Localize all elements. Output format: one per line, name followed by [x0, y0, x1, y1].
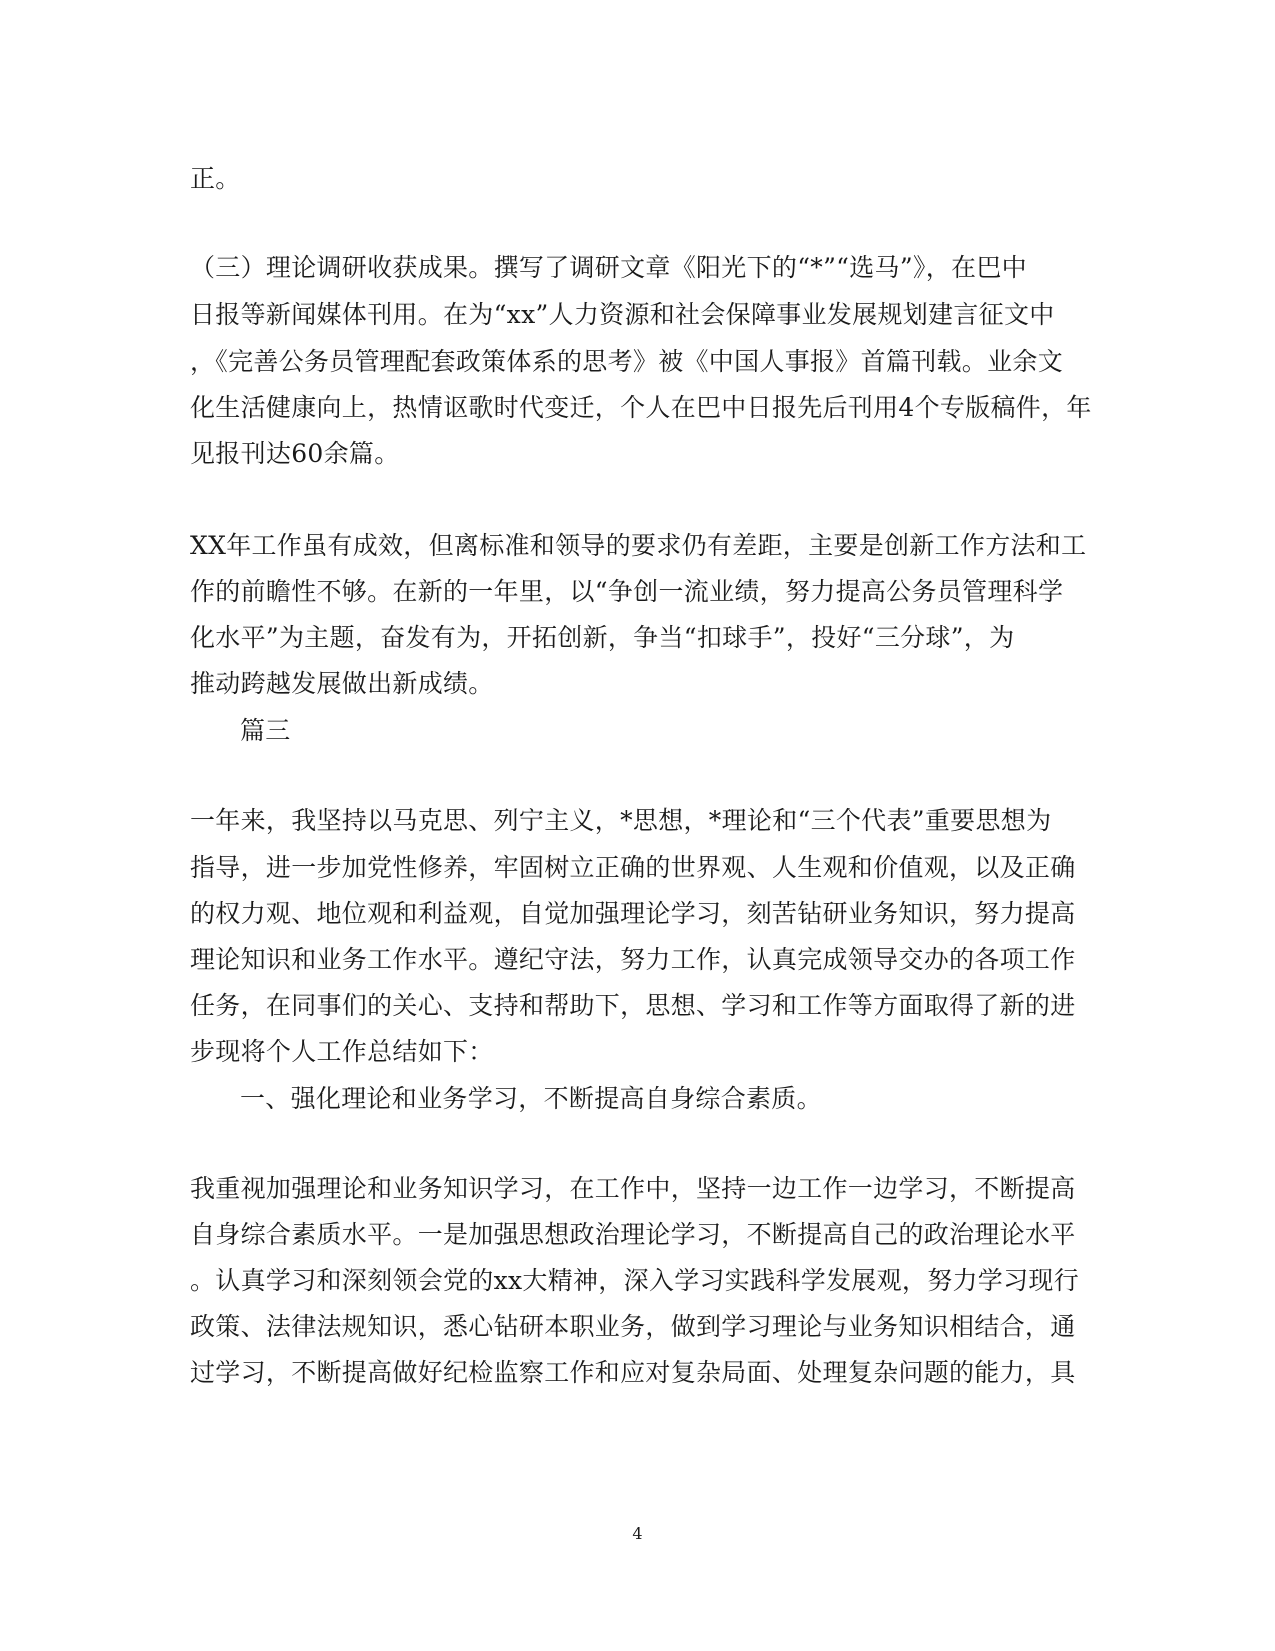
paragraph-line: 作的前瞻性不够。在新的一年里，以“争创一流业绩，努力提高公务员管理科学	[190, 577, 1064, 606]
paragraph-line: 步现将个人工作总结如下：	[190, 1037, 494, 1066]
paragraph-line: XX年工作虽有成效，但离标准和领导的要求仍有差距，主要是创新工作方法和工	[190, 531, 1087, 560]
paragraph-line: 指导，进一步加党性修养，牢固树立正确的世界观、人生观和价值观，以及正确	[190, 853, 1076, 882]
paragraph-line: 我重视加强理论和业务知识学习，在工作中，坚持一边工作一边学习，不断提高	[190, 1174, 1076, 1203]
paragraph-line: 政策、法律法规知识，悉心钻研本职业务，做到学习理论与业务知识相结合，通	[190, 1312, 1076, 1341]
paragraph-line: 理论知识和业务工作水平。遵纪守法，努力工作，认真完成领导交办的各项工作	[190, 945, 1076, 974]
paragraph-line: 推动跨越发展做出新成绩。	[190, 669, 494, 698]
paragraph-line: 化水平”为主题，奋发有为，开拓创新，争当“扣球手”，投好“三分球”，为	[190, 623, 1015, 652]
paragraph-line: 化生活健康向上，热情讴歌时代变迁，个人在巴中日报先后刊用4个专版稿件，年	[190, 393, 1092, 422]
paragraph-line: ，《完善公务员管理配套政策体系的思考》被《中国人事报》首篇刊载。业余文	[190, 347, 1064, 376]
page-number: 4	[632, 1524, 643, 1543]
paragraph-line: 过学习，不断提高做好纪检监察工作和应对复杂局面、处理复杂问题的能力，具	[190, 1358, 1076, 1387]
paragraph-line: 自身综合素质水平。一是加强思想政治理论学习，不断提高自己的政治理论水平	[190, 1220, 1076, 1249]
paragraph-line: 见报刊达60余篇。	[190, 439, 400, 468]
paragraph-line: （三）理论调研收获成果。撰写了调研文章《阳光下的“*”“选马”》，在巴中	[190, 253, 1027, 282]
paragraph-line: 正。	[190, 164, 241, 193]
paragraph-line: 任务，在同事们的关心、支持和帮助下，思想、学习和工作等方面取得了新的进	[190, 991, 1076, 1020]
paragraph-line: 。认真学习和深刻领会党的xx大精神，深入学习实践科学发展观，努力学习现行	[190, 1266, 1080, 1295]
subheading: 一、强化理论和业务学习，不断提高自身综合素质。	[240, 1084, 822, 1113]
paragraph-line: 一年来，我坚持以马克思、列宁主义，*思想，*理论和“三个代表”重要思想为	[190, 806, 1052, 835]
section-heading: 篇三	[240, 716, 291, 745]
paragraph-line: 日报等新闻媒体刊用。在为“xx”人力资源和社会保障事业发展规划建言征文中	[190, 300, 1055, 329]
paragraph-line: 的权力观、地位观和利益观，自觉加强理论学习，刻苦钻研业务知识，努力提高	[190, 899, 1076, 928]
